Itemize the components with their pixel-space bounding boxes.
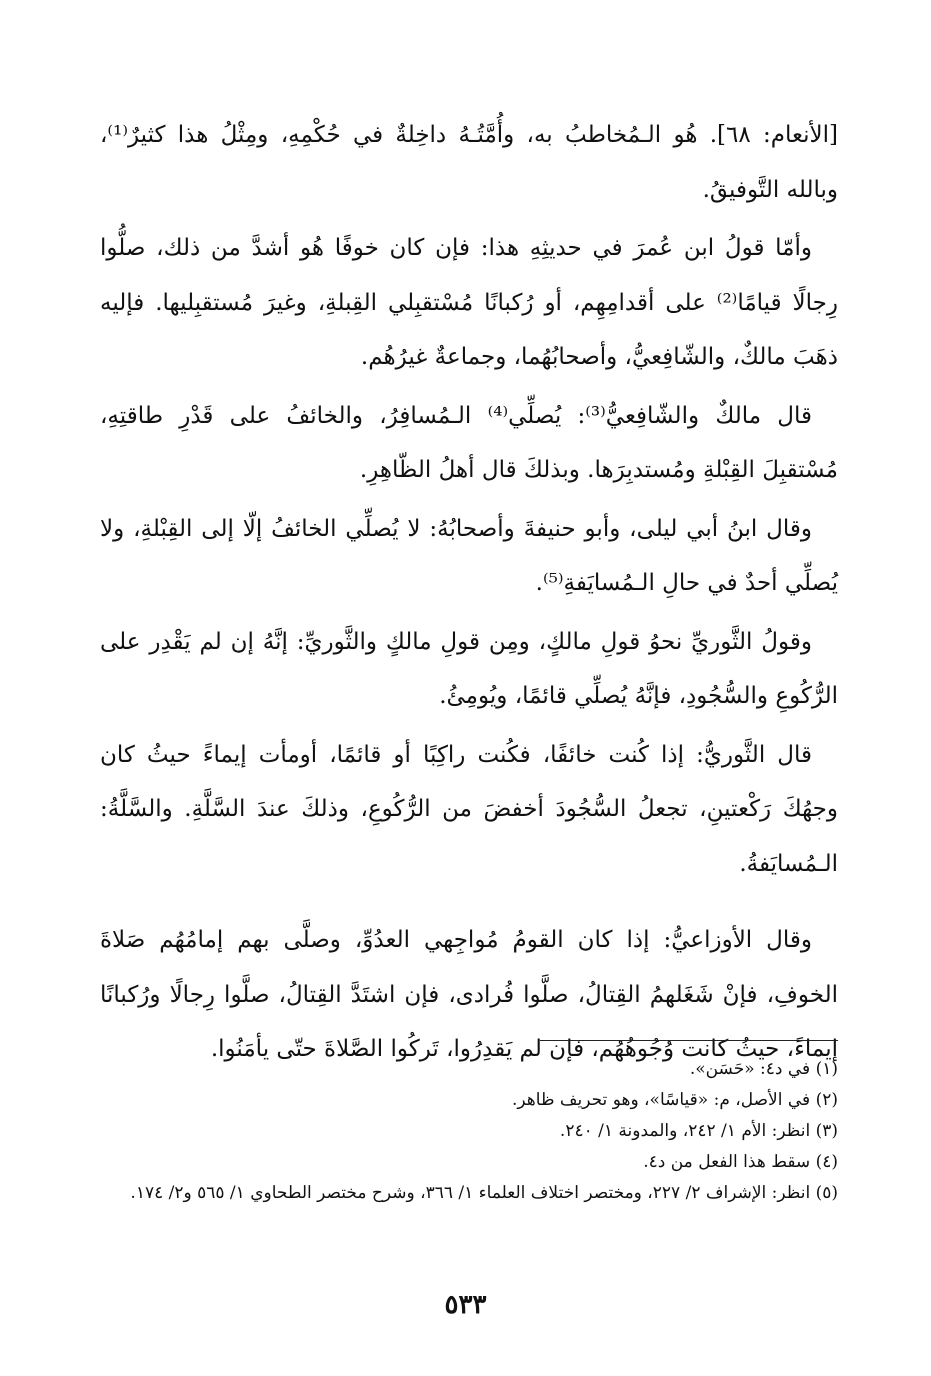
paragraph: وقال الأوزاعيُّ: إذا كان القومُ مُواجِهي العدُوِّ، وصلَّى بهم إمامُهُم صَلاةَ الخوفِ، فإنْ شَغَلهمُ القِتالُ، صلَّوا فُرادى، فإن اشتَدَّ القِتالُ، صلَّوا رِجالًا ورُكبانًا إيماءً، حيثُ كانت وُجُوهُهُم، فإن لم يَقدِرُوا، تَركُوا الصَّلاةَ حتّى يأمَنُوا. xyxy=(100,927,838,1062)
paragraph: قال مالكٌ والشّافِعيُّ⁽³⁾: يُصلِّي⁽⁴⁾ الـمُسافِرُ، والخائفُ على قَدْرِ طاقتِهِ، مُسْتقبِلَ القِبْلةِ ومُستدبِرَها. وبذلكَ قال أهلُ الظّاهِرِ. xyxy=(100,402,838,483)
footnote: (١) في د٤: «حَسَن». xyxy=(689,1059,838,1079)
footnote: (٥) انظر: الإشراف ٢/ ٢٢٧، ومختصر اختلاف العلماء ١/ ٣٦٦، وشرح مختصر الطحاوي ١/ ٥٦٥ و٢/ ١٧٤. xyxy=(130,1183,838,1203)
footnote: (٣) انظر: الأم ١/ ٢٤٢، والمدونة ١/ ٢٤٠. xyxy=(559,1121,838,1141)
footnote: (٢) في الأصل، م: «قياسًا»، وهو تحريف ظاهر. xyxy=(512,1090,838,1110)
page-number: ٥٣٣ xyxy=(444,1290,487,1320)
footnote-divider xyxy=(540,1040,838,1041)
footnote: (٤) سقط هذا الفعل من د٤. xyxy=(643,1152,838,1172)
footnotes xyxy=(100,1054,838,1209)
paragraph: قال الثَّوريُّ: إذا كُنت خائفًا، فكُنت راكِبًا أو قائمًا، أومأت إيماءً حيثُ كان وجهُكَ رَكْعتينِ، تجعلُ السُّجُودَ أخفضَ من الرُّكُوعِ، وذلكَ عندَ السَّلَّةِ. والسَّلَّةُ: الـمُسايَفةُ. xyxy=(100,741,838,877)
paragraph: وأمّا قولُ ابن عُمرَ في حديثِهِ هذا: فإن كان خوفًا هُو أشدَّ من ذلك، صلُّوا رِجالًا قيامًا⁽²⁾ على أقدامِهِم، أو رُكبانًا مُسْتقبِلي القِبلةِ، وغيرَ مُستقبِليها. فإليه ذهَبَ مالكٌ، والشّافِعيُّ، وأصحابُهُما، وجماعةٌ غيرُهُم. xyxy=(100,235,838,370)
paragraph: وقال ابنُ أبي ليلى، وأبو حنيفةَ وأصحابُهُ: لا يُصلِّي الخائفُ إلّا إلى القِبْلةِ، ولا يُصلِّي أحدٌ في حالِ الـمُسايَفةِ⁽⁵⁾. xyxy=(100,515,838,596)
main-text xyxy=(100,108,838,1077)
paragraph: [الأنعام: ٦٨]. هُو الـمُخاطبُ به، وأُمَّتُـهُ داخِلةٌ في حُكْمِهِ، ومِثْلُ هذا كثيرٌ⁽¹⁾، وبالله التَّوفيقُ. xyxy=(100,122,838,203)
paragraph: وقولُ الثَّوريِّ نحوُ قولِ مالكٍ، ومِن قولِ مالكٍ والثَّوريِّ: إنَّهُ إن لم يَقْدِر على الرُّكُوعِ والسُّجُودِ، فإنَّهُ يُصلِّي قائمًا، ويُومِئُ. xyxy=(100,628,838,709)
